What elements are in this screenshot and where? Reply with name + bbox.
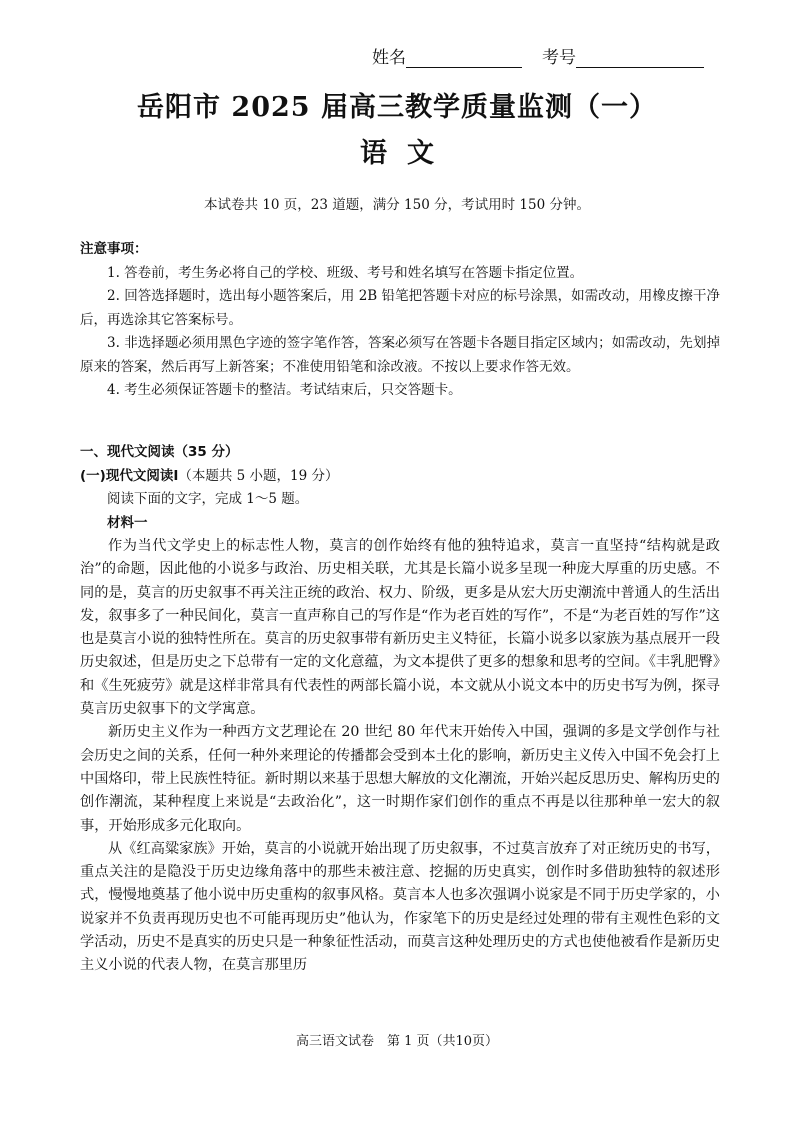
name-blank[interactable]: [406, 51, 522, 68]
number-label: 考号: [542, 48, 576, 68]
notes-item: 3. 非选择题必须用黑色字迹的签字笔作答，答案必须写在答题卡各题目指定区域内；如需改动，先划掉原来的答案，然后再写上新答案；不准使用铅笔和涂改液。不按以上要求作答无效。: [80, 335, 720, 375]
passage-paragraph: 作为当代文学史上的标志性人物，莫言的创作始终有他的独特追求，莫言一直坚持“结构就是政治”的命题，因此他的小说多与政治、历史相关联，尤其是长篇小说多呈现一种庞大厚重的历史感。不同的是，莫言的历史叙事不再关注正统的政治、权力、阶级，更多是从宏大历史潮流中普通人的生活出发，叙事多了一种民间化，莫言一直声称自己的写作是“作为老百姓的写作”，不是“为老百姓的写作”这也是莫言小说的独特性所在。莫言的历史叙事带有新历史主义特征，长篇小说多以家族为基点展开一段历史叙述，但是历史之下总带有一定的文化意蕴，为文本提供了更多的想象和思考的空间。《丰乳肥臀》和《生死疲劳》就是这样非常具有代表性的两部长篇小说，本文就从小说文本中的历史书写为例，探寻莫言历史叙事下的文学寓意。: [80, 538, 720, 718]
section-header-block: [80, 441, 720, 535]
subsection-title-bold: (一)现代文阅读Ⅰ: [80, 467, 179, 484]
subsection-title-note: （本题共 5 小题，19 分）: [178, 467, 339, 484]
section-title: 一、现代文阅读（35 分）: [80, 444, 239, 460]
notes-block: [80, 238, 720, 403]
notes-item: 1. 答卷前，考生务必将自己的学校、班级、考号和姓名填写在答题卡指定位置。: [107, 264, 584, 281]
passage-paragraph: 新历史主义作为一种西方文艺理论在 20 世纪 80 年代末开始传入中国，强调的多是文学创作与社会历史之间的关系，任何一种外来理论的传播都会受到本土化的影响，新历史主义传入中国不免会打上中国烙印，带上民族性特征。新时期以来基于思想大解放的文化潮流，开始兴起反思历史、解构历史的创作潮流，某种程度上来说是“去政治化”，这一时期作家们创作的重点不再是以往那种单一宏大的叙事，开始形成多元化取向。: [80, 724, 720, 834]
number-blank[interactable]: [576, 51, 704, 68]
subject-title: 语文: [360, 138, 454, 169]
notes-heading: 注意事项：: [80, 241, 148, 257]
passage-paragraph: 从《红高粱家族》开始，莫言的小说就开始出现了历史叙事，不过莫言放弃了对正统历史的书写，重点关注的是隐没于历史边缘角落中的那些未被注意、挖掘的历史真实，创作时多借助独特的叙述形式，慢慢地奠基了他小说中历史重构的叙事风格。莫言本人也多次强调小说家是不同于历史学家的，小说家并不负责再现历史也不可能再现历史”他认为，作家笔下的历史是经过处理的带有主观性色彩的文学活动，历史不是真实的历史只是一种象征性活动，而莫言这种处理历史的方式也使他被看作是新历史主义小说的代表人物，在莫言那里历: [80, 840, 720, 974]
reading-instruction: 阅读下面的文字，完成 1～5 题。: [107, 491, 309, 507]
candidate-info-line: [372, 48, 704, 68]
exam-title: 岳阳市 2025 届高三教学质量监测（一）: [137, 92, 657, 123]
subsection-title: [80, 465, 720, 489]
name-label: 姓名: [372, 48, 406, 68]
material-label: 材料一: [107, 514, 148, 531]
exam-info: 本试卷共 10 页，23 道题，满分 150 分，考试用时 150 分钟。: [204, 197, 590, 213]
notes-item: 2. 回答选择题时，选出每小题答案后，用 2B 铅笔把答题卡对应的标号涂黑，如需改动，用橡皮擦干净后，再选涂其它答案标号。: [80, 288, 720, 328]
page-footer: 高三语文试卷 第 1 页（共10页）: [295, 1034, 499, 1049]
notes-item: 4. 考生必须保证答题卡的整洁。考试结束后，只交答题卡。: [107, 382, 462, 398]
reading-passage: [80, 535, 720, 978]
